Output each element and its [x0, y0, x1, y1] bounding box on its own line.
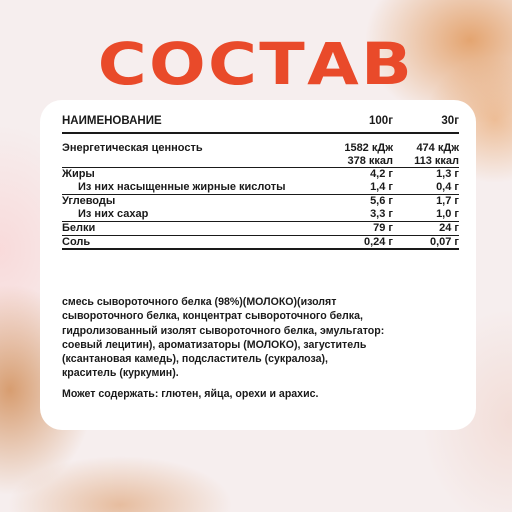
energy-kcal-30g: 113 ккал [414, 155, 459, 167]
table-row [62, 167, 459, 181]
row-value-30g: 24 г [439, 222, 459, 234]
table-row [62, 194, 459, 208]
row-value-30g: 0,4 г [436, 180, 459, 193]
row-value-30g: 1,7 г [436, 195, 459, 207]
row-value-100g: 0,24 г [363, 235, 393, 248]
row-value-100g: 3,3 г [370, 207, 393, 220]
row-label: Из них насыщенные жирные кислоты [78, 180, 286, 193]
row-label: Жиры [62, 168, 95, 180]
row-value-100g: 1,4 г [370, 180, 393, 193]
energy-label: Энергетическая ценность [62, 142, 203, 154]
header-100g: 100г [369, 115, 393, 127]
energy-kcal-100g: 378 ккал [347, 155, 393, 167]
row-label: Из них сахар [78, 207, 149, 220]
row-label: Углеводы [62, 195, 116, 207]
composition-line: (ксантановая камедь), подсластитель (сукралоза), [62, 353, 328, 366]
table-row [62, 235, 459, 249]
row-value-30g: 1,0 г [436, 207, 459, 220]
page-title: СОСТАВ [97, 30, 415, 98]
row-value-30g: 0,07 г [429, 235, 459, 248]
row-label: Соль [62, 235, 91, 248]
table-row [62, 181, 459, 195]
composition-line: соевый лецитин), ароматизаторы (МОЛОКО), загуститель [62, 338, 367, 351]
energy-kj-100g: 1582 кДж [344, 142, 393, 154]
nutrition-table [62, 112, 459, 250]
header-30g: 30г [441, 115, 459, 127]
row-label: Белки [62, 222, 96, 234]
energy-100g [317, 142, 393, 168]
table-row [62, 208, 459, 222]
row-value-100g: 79 г [373, 222, 393, 234]
composition-line: краситель (куркумин). [62, 367, 179, 380]
row-value-30g: 1,3 г [436, 168, 459, 180]
composition-text [62, 295, 462, 381]
row-value-100g: 5,6 г [370, 195, 393, 207]
table-row-energy [62, 134, 459, 167]
composition-line: сывороточного белка, концентрат сывороточного белка, [62, 310, 363, 323]
composition-line: гидролизованный изолят сывороточного белка, эмульгатор: [62, 324, 385, 337]
composition-line: смесь сывороточного белка (98%)(МОЛОКО)(изолят [62, 296, 337, 308]
energy-30g [393, 142, 459, 168]
table-header [62, 112, 459, 132]
allergen-note: Может содержать: глютен, яйца, орехи и арахис. [62, 388, 319, 400]
table-row [62, 221, 459, 235]
header-name: НАИМЕНОВАНИЕ [62, 115, 162, 127]
energy-kj-30g: 474 кДж [416, 142, 459, 154]
row-value-100g: 4,2 г [370, 168, 393, 180]
